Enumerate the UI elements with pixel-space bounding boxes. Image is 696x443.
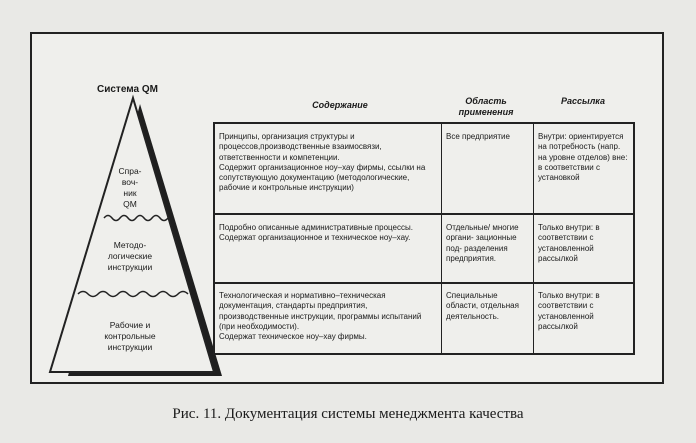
- figure-caption: Рис. 11. Документация системы менеджмента качества: [172, 406, 524, 422]
- row-1-scope: Все предприятие: [446, 132, 510, 141]
- row-3-distribution: Только внутри: в соответствии с установленной рассылкой: [538, 291, 600, 331]
- row-2-content: Подробно описанные административные процессы. Содержат организационное и техническое ноу–хау.: [219, 223, 413, 243]
- header-content: Содержание: [312, 100, 368, 110]
- header-distribution: Рассылка: [561, 96, 605, 106]
- row-divider-1: [215, 213, 633, 215]
- row-1-content: Принципы, организация структуры и процессов,производственные взаимосвязи, ответственности и компетенции. Содержит организационное ноу–хау фирмы, ссылки на сопутствующую документацию (методологические, рабочие и контрольные инструкции): [219, 132, 426, 193]
- row-2-scope: Отдельные/ многие органи- зационные под- разделения предприятия.: [446, 223, 519, 263]
- pyramid-title: Система QM: [97, 84, 158, 95]
- documentation-table: [213, 122, 635, 355]
- row-3-scope: Специальные области, отдельная деятельность.: [446, 291, 519, 321]
- pyramid-level-work-instructions: Рабочие и контрольные инструкции: [104, 320, 156, 352]
- pyramid-level-handbook: Спра- воч- ник QM: [118, 166, 142, 209]
- pyramid-level-methodological: Методо- логические инструкции: [107, 240, 153, 272]
- header-scope: Область применения: [458, 96, 514, 117]
- row-divider-2: [215, 282, 633, 284]
- row-1-distribution: Внутри: ориентируется на потребность (напр. на уровне отделов) вне: в соответствии с установкой: [538, 132, 628, 183]
- row-2-distribution: Только внутри: в соответствии с установленной рассылкой: [538, 223, 600, 263]
- row-3-content: Технологическая и нормативно–техническая документация, стандарты предприятия, производственные инструкции, программы испытаний (при необходимости). Содержат техническое ноу–хау фирмы.: [219, 291, 422, 342]
